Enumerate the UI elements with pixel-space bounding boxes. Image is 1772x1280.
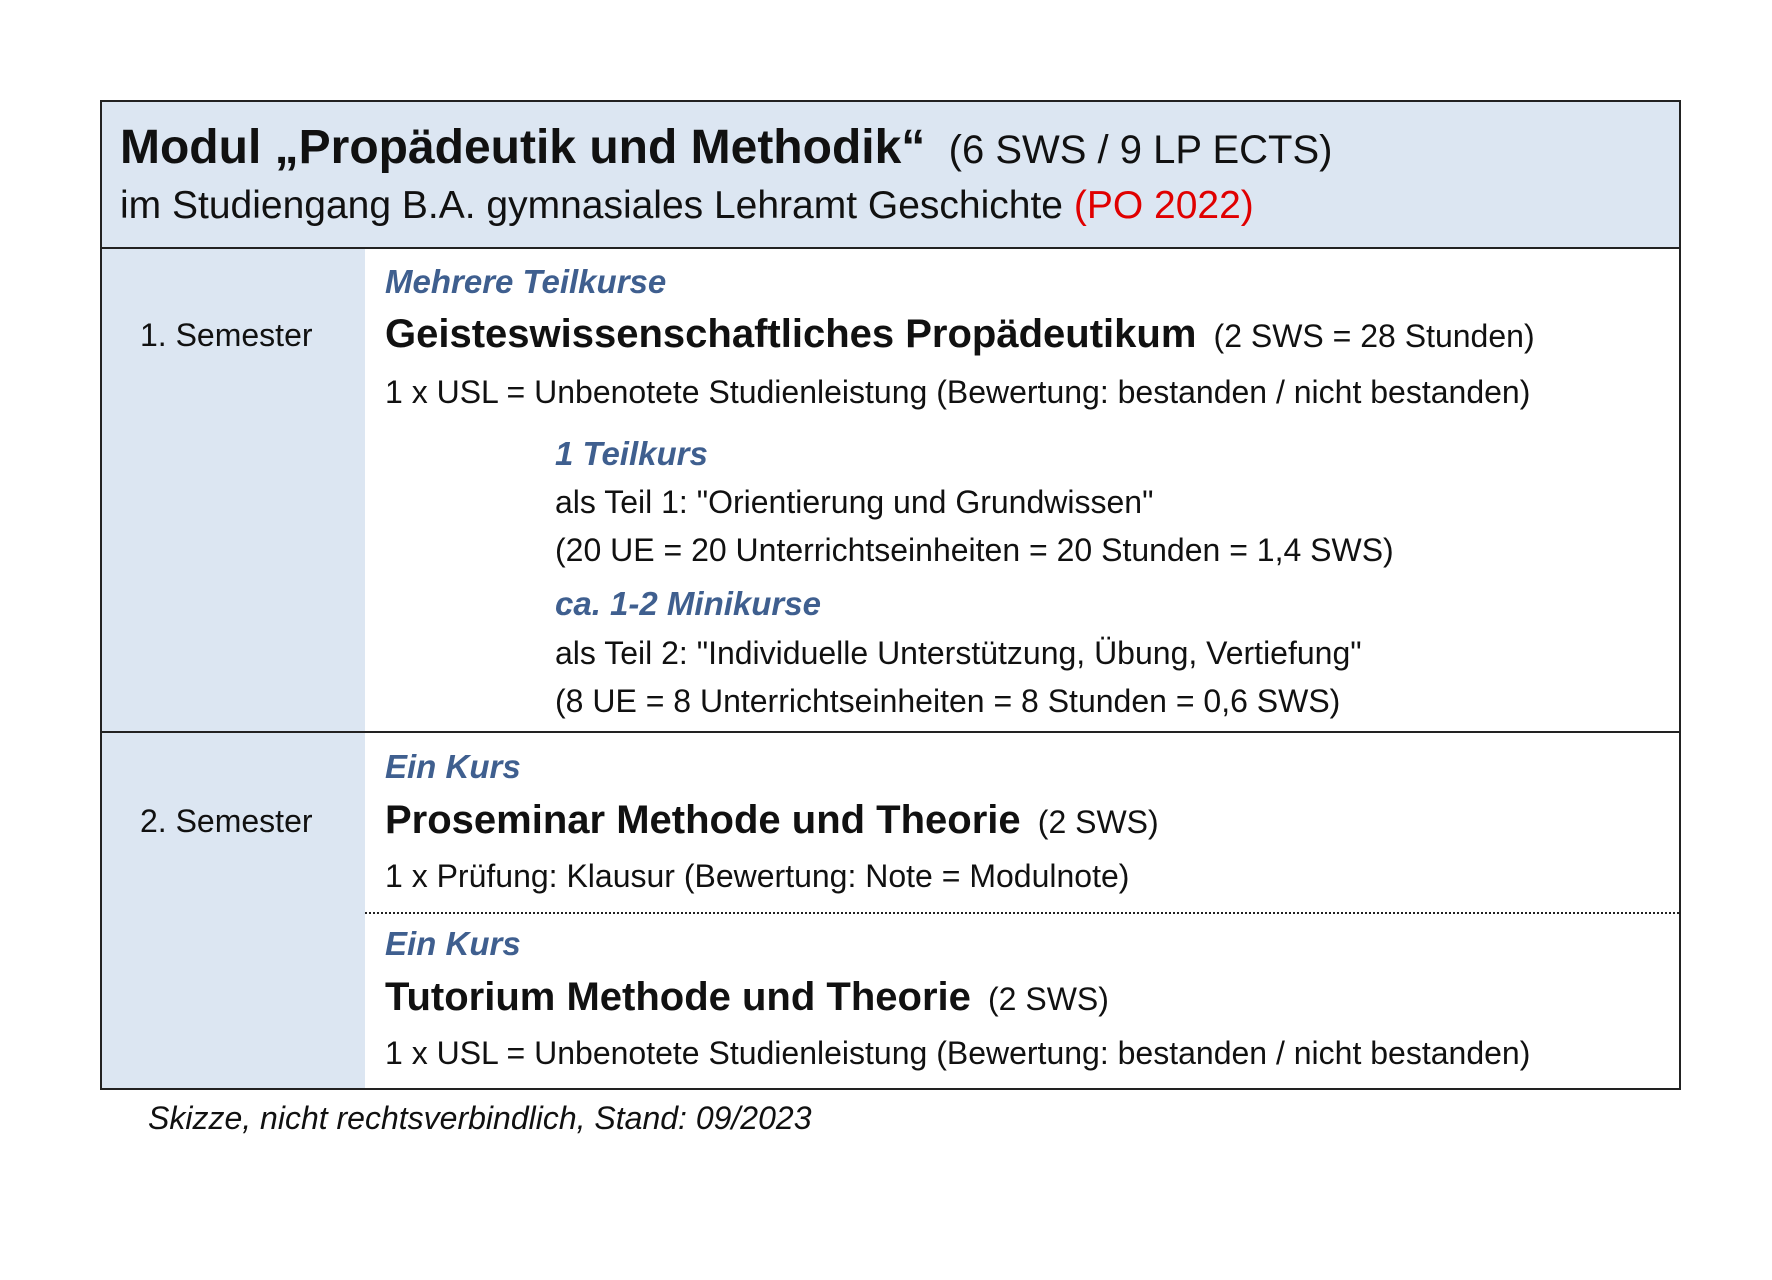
module-table bbox=[100, 100, 1681, 1090]
semester-1-cell bbox=[102, 249, 365, 731]
course-kind: Ein Kurs bbox=[385, 748, 521, 785]
semester-2-row bbox=[102, 733, 1679, 1088]
header-subtitle-line bbox=[120, 184, 1254, 228]
exam-regulation-badge: (PO 2022) bbox=[1073, 184, 1254, 227]
semester-2-label: 2. Semester bbox=[140, 803, 313, 839]
semester-1-content bbox=[365, 249, 1679, 731]
semester-1-row bbox=[102, 249, 1679, 733]
course-name: Tutorium Methode und Theorie bbox=[385, 975, 971, 1019]
course-name: Proseminar Methode und Theorie bbox=[385, 798, 1021, 842]
part-2-description: als Teil 2: "Individuelle Unterstützung, Übung, Vertiefung" bbox=[555, 635, 1362, 671]
course-sws: (2 SWS = 28 Stunden) bbox=[1213, 318, 1535, 354]
course-divider bbox=[365, 912, 1679, 914]
semester-2-content bbox=[365, 733, 1679, 1088]
header-title-line bbox=[120, 120, 1332, 175]
part-1-description: als Teil 1: "Orientierung und Grundwissen" bbox=[555, 484, 1154, 520]
course-sws: (2 SWS) bbox=[1037, 804, 1159, 840]
course-title bbox=[385, 312, 1535, 357]
semester-1-label: 1. Semester bbox=[140, 317, 313, 353]
part-1-hours: (20 UE = 20 Unterrichtseinheiten = 20 Stunden = 1,4 SWS) bbox=[555, 532, 1394, 568]
module-title: Modul „Propädeutik und Methodik“ bbox=[120, 121, 926, 174]
course-assessment: 1 x Prüfung: Klausur (Bewertung: Note = Modulnote) bbox=[385, 858, 1130, 894]
semester-2-cell bbox=[102, 733, 365, 1088]
course-name: Geisteswissenschaftliches Propädeutikum bbox=[385, 312, 1197, 356]
study-program: im Studiengang B.A. gymnasiales Lehramt Geschichte bbox=[120, 184, 1063, 227]
module-credits: (6 SWS / 9 LP ECTS) bbox=[948, 128, 1333, 172]
course-title bbox=[385, 975, 1109, 1020]
course-assessment: 1 x USL = Unbenotete Studienleistung (Bewertung: bestanden / nicht bestanden) bbox=[385, 1035, 1531, 1071]
course-sws: (2 SWS) bbox=[988, 981, 1109, 1017]
course-title bbox=[385, 798, 1159, 843]
part-2-kind: ca. 1-2 Minikurse bbox=[555, 585, 821, 622]
part-1-kind: 1 Teilkurs bbox=[555, 435, 708, 472]
course-assessment: 1 x USL = Unbenotete Studienleistung (Bewertung: bestanden / nicht bestanden) bbox=[385, 374, 1531, 410]
course-kind: Mehrere Teilkurse bbox=[385, 263, 667, 300]
part-2-hours: (8 UE = 8 Unterrichtseinheiten = 8 Stunden = 0,6 SWS) bbox=[555, 683, 1341, 719]
disclaimer-footnote: Skizze, nicht rechtsverbindlich, Stand: 09/2023 bbox=[148, 1100, 812, 1136]
module-header bbox=[102, 102, 1679, 249]
course-kind: Ein Kurs bbox=[385, 925, 521, 962]
